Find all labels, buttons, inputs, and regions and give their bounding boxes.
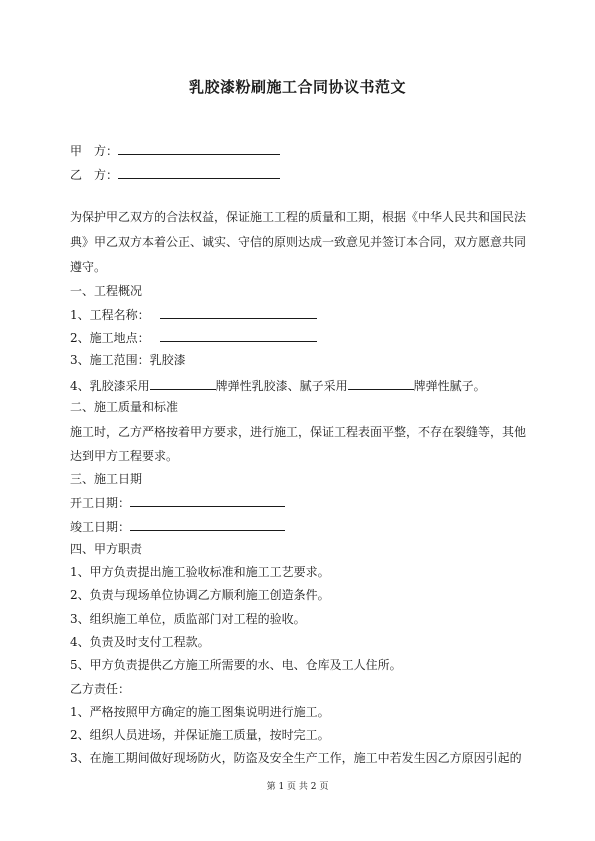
- start-date-blank: [130, 494, 285, 507]
- party-b-line: [70, 166, 280, 182]
- end-date-label: 竣工日期：: [70, 520, 131, 534]
- party-a-duty-4: 4、负责及时支付工程款。: [70, 635, 210, 649]
- intro-line-1: 为保护甲乙双方的合法权益，保证施工工程的质量和工期，根据《中华人民共和国民法: [70, 210, 527, 224]
- start-date-label: 开工日期：: [70, 496, 131, 510]
- section2-heading: 二、施工质量和标准: [70, 400, 179, 414]
- page-footer: 第 1 页 共 2 页: [266, 782, 329, 792]
- site-line: [70, 329, 317, 345]
- section4-heading: 四、甲方职责: [70, 542, 143, 556]
- end-date-blank: [130, 518, 285, 531]
- intro-line-3: 遵守。: [70, 260, 107, 274]
- materials-text-2: 牌弹性乳胶漆、腻子采用: [215, 379, 348, 393]
- party-b-duty-2: 2、组织人员进场，并保证施工质量，按时完工。: [70, 728, 330, 742]
- project-name-line: [70, 306, 317, 322]
- start-date-line: [70, 494, 285, 510]
- party-b-duty-1: 1、严格按照甲方确定的施工图集说明进行施工。: [70, 705, 330, 719]
- party-b-duty-3: 3、在施工期间做好现场防火，防盗及安全生产工作，施工中若发生因乙方原因引起的: [70, 751, 522, 765]
- project-name-blank: [160, 306, 317, 319]
- party-a-duty-2: 2、负责与现场单位协调乙方顺利施工创造条件。: [70, 588, 330, 602]
- paint-brand-blank: [150, 377, 216, 390]
- site-blank: [160, 329, 317, 342]
- party-a-duty-3: 3、组织施工单位，质监部门对工程的验收。: [70, 612, 306, 626]
- putty-brand-blank: [348, 377, 414, 390]
- party-a-label: 甲 方：: [70, 144, 119, 158]
- materials-line: [70, 377, 486, 393]
- party-a-duty-1: 1、甲方负责提出施工验收标准和施工工艺要求。: [70, 565, 330, 579]
- party-a-duty-5: 5、甲方负责提供乙方施工所需要的水、电、仓库及工人住所。: [70, 658, 402, 672]
- materials-text-3: 牌弹性腻子。: [413, 379, 486, 393]
- site-label: 2、施工地点：: [70, 331, 150, 345]
- materials-text-1: 4、乳胶漆采用: [70, 379, 150, 393]
- scope-line: 3、施工范围：乳胶漆: [70, 353, 186, 367]
- party-a-line: [70, 142, 280, 158]
- party-a-blank: [118, 142, 280, 155]
- quality-line-1: 施工时，乙方严格按着甲方要求，进行施工，保证工程表面平整，不存在裂缝等，其他: [70, 425, 527, 439]
- section1-heading: 一、工程概况: [70, 284, 143, 298]
- party-b-blank: [118, 166, 280, 179]
- end-date-line: [70, 518, 285, 534]
- intro-line-2: 典》甲乙双方本着公正、诚实、守信的原则达成一致意见并签订本合同，双方愿意共同: [70, 235, 527, 249]
- project-name-label: 1、工程名称：: [70, 308, 150, 322]
- document-title: 乳胶漆粉刷施工合同协议书范文: [188, 78, 406, 96]
- party-b-label: 乙 方：: [70, 168, 119, 182]
- section3-heading: 三、施工日期: [70, 472, 143, 486]
- party-b-duties-heading: 乙方责任：: [70, 682, 131, 696]
- quality-line-2: 达到甲方工程要求。: [70, 449, 179, 463]
